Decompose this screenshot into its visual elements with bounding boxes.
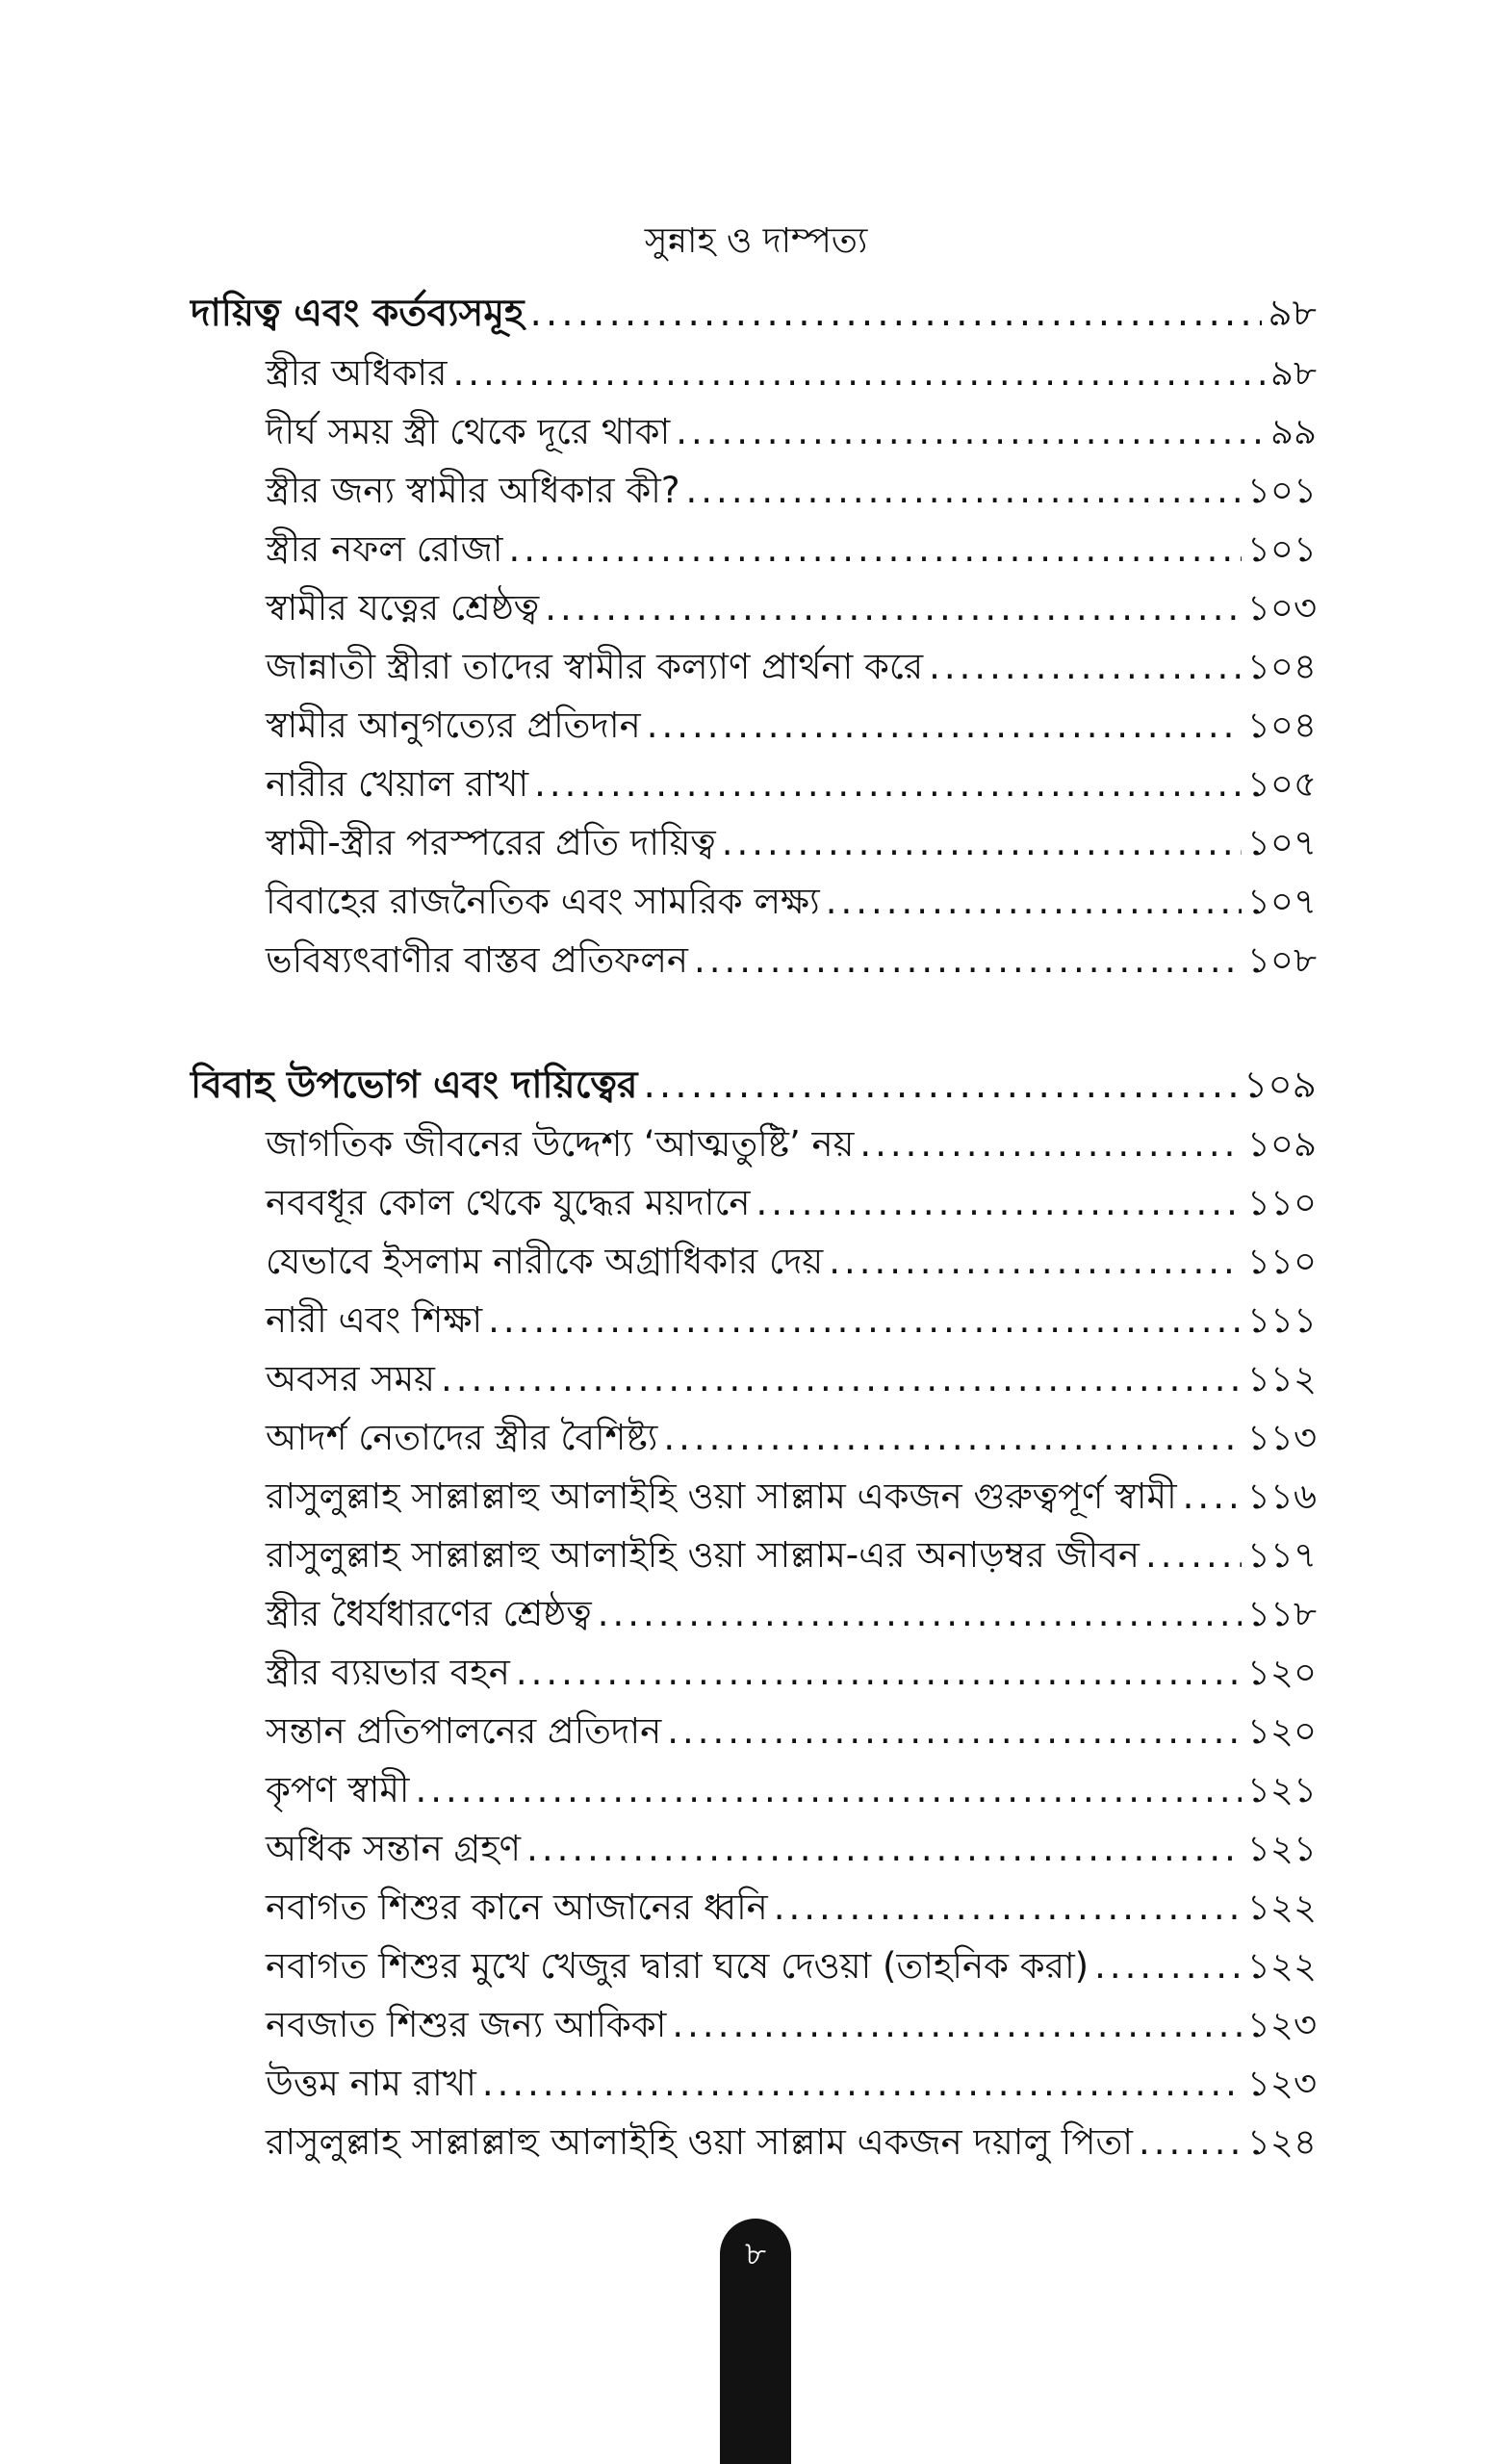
running-header: সুন্নাহ ও দাম্পত্য [644, 221, 868, 261]
page-number: ৮ [744, 2235, 767, 2273]
toc-page-number: ১০১ [1246, 528, 1317, 570]
toc-entry[interactable] [191, 1646, 1317, 1700]
toc-entry-title: অধিক সন্তান গ্রহণ [266, 1828, 522, 1869]
toc-page-number: ১১৬ [1246, 1476, 1317, 1517]
toc-page-number: ১০১ [1246, 470, 1317, 511]
toc-entry-title: স্ত্রীর অধিকার [266, 352, 448, 394]
toc-entry-title: সন্তান প্রতিপালনের প্রতিদান [266, 1710, 662, 1752]
toc-entry-title: জাগতিক জীবনের উদ্দেশ্য ‘আত্মতুষ্টি’ নয় [266, 1123, 855, 1165]
dot-leader [441, 1352, 1242, 1406]
dot-leader [545, 581, 1242, 635]
toc-page-number: ১০৩ [1246, 587, 1317, 629]
dot-leader [526, 1822, 1242, 1876]
toc-page-number: ১০৮ [1246, 939, 1317, 981]
toc-entry[interactable] [191, 875, 1317, 929]
dot-leader [694, 934, 1242, 988]
toc-page-number: ১১০ [1246, 1182, 1317, 1223]
dot-leader [829, 1235, 1242, 1289]
toc-entry[interactable] [191, 1939, 1317, 1993]
toc-entry-title: রাসুলুল্লাহ সাল্লাল্লাহু আলাইহি ওয়া সাল্লাম একজন গুরুত্বপূর্ণ স্বামী [266, 1476, 1177, 1517]
toc-entry-title: নববধূর কোল থেকে যুদ্ধের ময়দানে [266, 1182, 751, 1223]
toc-entry-title: স্ত্রীর জন্য স্বামীর অধিকার কী? [266, 470, 680, 511]
toc-section-title: বিবাহ উপভোগ এবং দায়িত্বের [191, 1064, 638, 1107]
toc-entry[interactable] [191, 1470, 1317, 1524]
toc-entry[interactable] [191, 464, 1317, 518]
toc-entry-title: উত্তম নাম রাখা [266, 2063, 476, 2104]
toc-page-number: ৯৮ [1268, 292, 1317, 335]
dot-leader [686, 464, 1242, 518]
page-number-tab [720, 2219, 791, 2464]
toc-page-number: ১০৫ [1246, 763, 1317, 805]
toc-page-number: ১০৭ [1246, 881, 1317, 922]
toc-entry-title: স্বামীর যত্নের শ্রেষ্ঠত্ব [266, 587, 540, 629]
toc-page-number: ১১০ [1246, 1241, 1317, 1282]
toc-entry[interactable] [191, 1587, 1317, 1641]
toc-page-number: ১২০ [1246, 1652, 1317, 1693]
toc-page-number: ১২১ [1246, 1828, 1317, 1869]
dot-leader [453, 346, 1265, 400]
toc-entry[interactable] [191, 581, 1317, 635]
toc-entry-title: কৃপণ স্বামী [266, 1769, 410, 1810]
toc-entry[interactable] [191, 1998, 1317, 2052]
toc-page-number: ৯৯ [1269, 411, 1317, 452]
toc-entry[interactable] [191, 816, 1317, 870]
toc-entry[interactable] [191, 640, 1317, 694]
toc-entry[interactable] [191, 1294, 1317, 1348]
dot-leader [929, 640, 1242, 694]
toc-page-number: ১০৯ [1243, 1064, 1317, 1107]
toc-entry-title: রাসুলুল্লাহ সাল্লাল্লাহু আলাইহি ওয়া সাল্লাম-এর অনাড়ম্বর জীবন [266, 1534, 1140, 1576]
toc-page-number: ১১৩ [1246, 1417, 1317, 1458]
toc-entry-title: নবাগত শিশুর মুখে খেজুর দ্বারা ঘষে দেওয়া (তাহনিক করা) [266, 1945, 1089, 1987]
toc-entry[interactable] [191, 1822, 1317, 1876]
toc-page-number: ১১২ [1246, 1358, 1317, 1399]
toc-page-number: ১২১ [1246, 1769, 1317, 1810]
dot-leader [534, 757, 1242, 811]
toc-page-number: ১০৯ [1246, 1123, 1317, 1165]
toc-page-number: ১২৩ [1246, 2063, 1317, 2104]
dot-leader [672, 1998, 1241, 2052]
toc-page-number: ৯৮ [1269, 352, 1317, 394]
dot-leader [1183, 1470, 1242, 1524]
dot-leader [482, 2057, 1242, 2111]
dot-leader [774, 1881, 1242, 1935]
toc-entry-title: ভবিষ্যৎবাণীর বাস্তব প্রতিফলন [266, 939, 688, 981]
toc-page-number: ১২৩ [1246, 2004, 1317, 2045]
toc-entry-title: জান্নাতী স্ত্রীরা তাদের স্বামীর কল্যাণ প্রার্থনা করে [266, 646, 924, 687]
toc-entry-title: স্ত্রীর নফল রোজা [266, 528, 503, 570]
toc-entry[interactable] [191, 1235, 1317, 1289]
toc-entry-title: নারীর খেয়াল রাখা [266, 763, 529, 805]
toc-page-number: ১১৮ [1246, 1593, 1317, 1634]
toc-section-title: দায়িত্ব এবং কর্তব্যসমূহ [191, 292, 525, 335]
dot-leader [647, 699, 1242, 753]
toc-entry-title: দীর্ঘ সময় স্ত্রী থেকে দূরে থাকা [266, 411, 671, 452]
toc-entry[interactable] [191, 757, 1317, 811]
toc-entry-title: আদর্শ নেতাদের স্ত্রীর বৈশিষ্ট্য [266, 1417, 658, 1458]
toc-page-number: ১২৪ [1246, 2121, 1317, 2163]
toc-page-number: ১০৪ [1246, 705, 1317, 746]
toc-entry[interactable] [191, 346, 1317, 400]
toc-entry-title: যেভাবে ইসলাম নারীকে অগ্রাধিকার দেয় [266, 1241, 824, 1282]
toc-entry[interactable] [191, 1881, 1317, 1935]
dot-leader [663, 1411, 1242, 1465]
toc-entry[interactable] [191, 1411, 1317, 1465]
toc-entry-title: নবাগত শিশুর কানে আজানের ধ্বনি [266, 1886, 768, 1928]
toc-page-number: ১২২ [1246, 1945, 1317, 1987]
toc-entry[interactable] [191, 1176, 1317, 1230]
toc-entry-title: স্বামী-স্ত্রীর পরস্পরের প্রতি দায়িত্ব [266, 822, 716, 863]
dot-leader [1145, 1528, 1242, 1582]
toc-entry[interactable] [191, 934, 1317, 988]
toc-entry-title: রাসুলুল্লাহ সাল্লাল্লাহু আলাইহি ওয়া সাল্লাম একজন দয়ালু পিতা [266, 2121, 1133, 2163]
toc-entry-title: নবজাত শিশুর জন্য আকিকা [266, 2004, 667, 2045]
toc-page-number: ১১১ [1246, 1299, 1317, 1341]
dot-leader [667, 1705, 1242, 1758]
dot-leader [1139, 2116, 1242, 2169]
toc-entry-title: অবসর সময় [266, 1358, 435, 1399]
dot-leader [516, 1646, 1242, 1700]
toc-entry[interactable] [191, 1352, 1317, 1406]
toc-section-heading[interactable] [191, 287, 1317, 341]
toc-entry-title: নারী এবং শিক্ষা [266, 1299, 483, 1341]
dot-leader [722, 816, 1242, 870]
toc-entry-title: স্ত্রীর ব্যয়ভার বহন [266, 1652, 510, 1693]
toc-entry[interactable] [191, 523, 1317, 577]
dot-leader [529, 287, 1262, 341]
toc-entry-title: স্বামীর আনুগত্যের প্রতিদান [266, 705, 641, 746]
toc-page-number: ১২২ [1246, 1886, 1317, 1928]
toc-entry[interactable] [191, 2116, 1317, 2169]
dot-leader [644, 1059, 1239, 1113]
dot-leader [859, 1117, 1242, 1171]
toc-page-number: ১০৭ [1246, 822, 1317, 863]
dot-leader [756, 1176, 1241, 1230]
dot-leader [1094, 1939, 1242, 1993]
dot-leader [416, 1763, 1242, 1817]
toc-section-heading[interactable] [191, 1059, 1317, 1113]
toc-page-number: ১২০ [1246, 1710, 1317, 1752]
toc-entry[interactable] [191, 1705, 1317, 1758]
toc-entry[interactable] [191, 699, 1317, 753]
dot-leader [509, 523, 1242, 577]
toc-entry[interactable] [191, 1763, 1317, 1817]
toc-entry[interactable] [191, 2057, 1317, 2111]
toc-entry[interactable] [191, 405, 1317, 459]
toc-entry-title: বিবাহের রাজনৈতিক এবং সামরিক লক্ষ্য [266, 881, 820, 922]
dot-leader [826, 875, 1242, 929]
dot-leader [676, 405, 1265, 459]
toc-entry-title: স্ত্রীর ধৈর্যধারণের শ্রেষ্ঠত্ব [266, 1593, 592, 1634]
toc-entry[interactable] [191, 1528, 1317, 1582]
dot-leader [598, 1587, 1242, 1641]
toc-page-number: ১০৪ [1246, 646, 1317, 687]
dot-leader [488, 1294, 1242, 1348]
toc-page-number: ১১৭ [1246, 1534, 1317, 1576]
toc-entry[interactable] [191, 1117, 1317, 1171]
